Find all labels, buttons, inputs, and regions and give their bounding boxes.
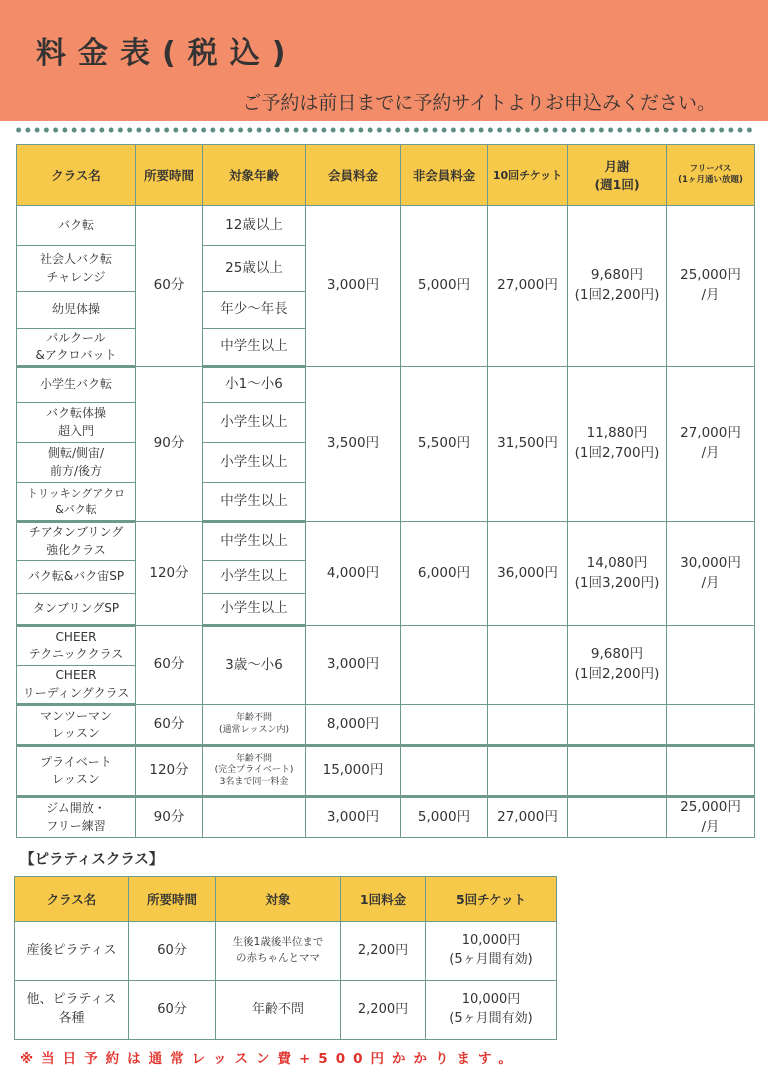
header-row <box>17 145 755 206</box>
table-row <box>17 746 755 797</box>
col-header-class: クラス名 <box>17 145 136 206</box>
age-cell: 小学生以上 <box>203 403 306 443</box>
page-title: 料金表(税込) <box>36 36 298 71</box>
freepass-price: 30,000円 /月 <box>667 522 755 626</box>
table-row <box>17 367 755 403</box>
page-subtitle: ご予約は前日までに予約サイトよりお申込みください。 <box>242 92 716 114</box>
col-header-age: 対象年齢 <box>203 145 306 206</box>
age-cell: 中学生以上 <box>203 483 306 522</box>
class-name: トリッキングアクロ &バク転 <box>17 483 136 522</box>
member-price: 3,000円 <box>306 626 401 705</box>
class-name: バク転体操 超入門 <box>17 403 136 443</box>
age-cell: 小学生以上 <box>203 561 306 594</box>
single-price: 2,200円 <box>341 922 426 981</box>
empty-cell <box>488 746 568 797</box>
age-cell: 中学生以上 <box>203 522 306 561</box>
table-row <box>17 797 755 838</box>
duration-cell: 90分 <box>136 367 203 522</box>
nonmember-price: 5,000円 <box>401 206 488 367</box>
ticket5-price: 10,000円 (5ヶ月間有効) <box>426 981 557 1040</box>
member-price: 3,000円 <box>306 206 401 367</box>
monthly-price: 9,680円 (1回2,200円) <box>568 626 667 705</box>
same-day-booking-note: ※当日予約は通常レッスン費+500円かかります。 <box>20 1051 520 1067</box>
nonmember-price: 5,500円 <box>401 367 488 522</box>
table-row <box>15 922 557 981</box>
ticket10-price: 27,000円 <box>488 797 568 838</box>
class-name: 側転/側宙/ 前方/後方 <box>17 443 136 483</box>
class-name: タンブリングSP <box>17 594 136 626</box>
monthly-price: 11,880円 (1回2,700円) <box>568 367 667 522</box>
member-price: 3,000円 <box>306 797 401 838</box>
col-header-duration: 所要時間 <box>136 145 203 206</box>
table-row <box>17 206 755 246</box>
target-cell: 生後1歳後半位まで の赤ちゃんとママ <box>216 922 341 981</box>
freepass-price: 25,000円 /月 <box>667 206 755 367</box>
freepass-price: 27,000円 /月 <box>667 367 755 522</box>
age-cell: 年少〜年長 <box>203 292 306 329</box>
col-header-nonmember: 非会員料金 <box>401 145 488 206</box>
class-name: 小学生バク転 <box>17 367 136 403</box>
class-name: 幼児体操 <box>17 292 136 329</box>
class-name: チアタンブリング 強化クラス <box>17 522 136 561</box>
empty-cell <box>667 626 755 705</box>
col-header-freepass: フリーパス (1ヶ月通い放題) <box>667 145 755 206</box>
empty-cell <box>568 705 667 746</box>
duration-cell: 60分 <box>136 206 203 367</box>
duration-cell: 60分 <box>129 981 216 1040</box>
duration-cell: 120分 <box>136 746 203 797</box>
duration-cell: 90分 <box>136 797 203 838</box>
empty-cell <box>401 705 488 746</box>
col-header-single-price: 1回料金 <box>341 877 426 922</box>
nonmember-price: 6,000円 <box>401 522 488 626</box>
col-header-monthly: 月謝 (週1回) <box>568 145 667 206</box>
header-row <box>15 877 557 922</box>
freepass-price: 25,000円 /月 <box>667 797 755 838</box>
monthly-price: 14,080円 (1回3,200円) <box>568 522 667 626</box>
empty-cell <box>568 746 667 797</box>
col-header-target: 対象 <box>216 877 341 922</box>
ticket10-price: 31,500円 <box>488 367 568 522</box>
monthly-price: 9,680円 (1回2,200円) <box>568 206 667 367</box>
price-table <box>16 144 755 838</box>
empty-cell <box>401 746 488 797</box>
age-cell: 年齢不問 (通常レッスン内) <box>203 705 306 746</box>
duration-cell: 60分 <box>136 705 203 746</box>
age-cell: 小学生以上 <box>203 594 306 626</box>
empty-cell <box>667 746 755 797</box>
class-name: バク転&バク宙SP <box>17 561 136 594</box>
member-price: 4,000円 <box>306 522 401 626</box>
age-cell: 25歳以上 <box>203 246 306 292</box>
class-name: 社会人バク転 チャレンジ <box>17 246 136 292</box>
class-name: バク転 <box>17 206 136 246</box>
class-name: CHEER テクニッククラス <box>17 626 136 666</box>
empty-cell <box>667 705 755 746</box>
single-price: 2,200円 <box>341 981 426 1040</box>
class-name: パルクール &アクロバット <box>17 329 136 367</box>
age-cell: 12歳以上 <box>203 206 306 246</box>
member-price: 3,500円 <box>306 367 401 522</box>
col-header-duration: 所要時間 <box>129 877 216 922</box>
class-name: マンツーマン レッスン <box>17 705 136 746</box>
class-name: ジム開放・ フリー練習 <box>17 797 136 838</box>
col-header-class: クラス名 <box>15 877 129 922</box>
ticket5-price: 10,000円 (5ヶ月間有効) <box>426 922 557 981</box>
class-name: 産後ピラティス <box>15 922 129 981</box>
empty-cell <box>488 705 568 746</box>
age-cell: 中学生以上 <box>203 329 306 367</box>
col-header-ticket10: 10回チケット <box>488 145 568 206</box>
pilates-section-label: 【ピラティスクラス】 <box>20 852 164 868</box>
table-row <box>15 981 557 1040</box>
table-row <box>17 522 755 561</box>
class-name: プライベート レッスン <box>17 746 136 797</box>
duration-cell: 60分 <box>129 922 216 981</box>
class-name: 他、ピラティス 各種 <box>15 981 129 1040</box>
empty-cell <box>568 797 667 838</box>
table-row <box>17 705 755 746</box>
pilates-table <box>14 876 557 1040</box>
member-price: 15,000円 <box>306 746 401 797</box>
empty-cell <box>203 797 306 838</box>
age-cell: 小学生以上 <box>203 443 306 483</box>
col-header-member: 会員料金 <box>306 145 401 206</box>
duration-cell: 120分 <box>136 522 203 626</box>
member-price: 8,000円 <box>306 705 401 746</box>
table-row <box>17 626 755 666</box>
age-cell: 年齢不問 (完全プライベート) 3名まで同一料金 <box>203 746 306 797</box>
col-header-ticket5: 5回チケット <box>426 877 557 922</box>
header-banner <box>0 0 768 121</box>
nonmember-price: 5,000円 <box>401 797 488 838</box>
empty-cell <box>401 626 488 705</box>
ticket10-price: 36,000円 <box>488 522 568 626</box>
empty-cell <box>488 626 568 705</box>
age-cell: 小1〜小6 <box>203 367 306 403</box>
duration-cell: 60分 <box>136 626 203 705</box>
class-name: CHEER リーディングクラス <box>17 666 136 705</box>
target-cell: 年齢不問 <box>216 981 341 1040</box>
ticket10-price: 27,000円 <box>488 206 568 367</box>
age-cell: 3歳〜小6 <box>203 626 306 705</box>
dotted-divider <box>14 127 754 133</box>
